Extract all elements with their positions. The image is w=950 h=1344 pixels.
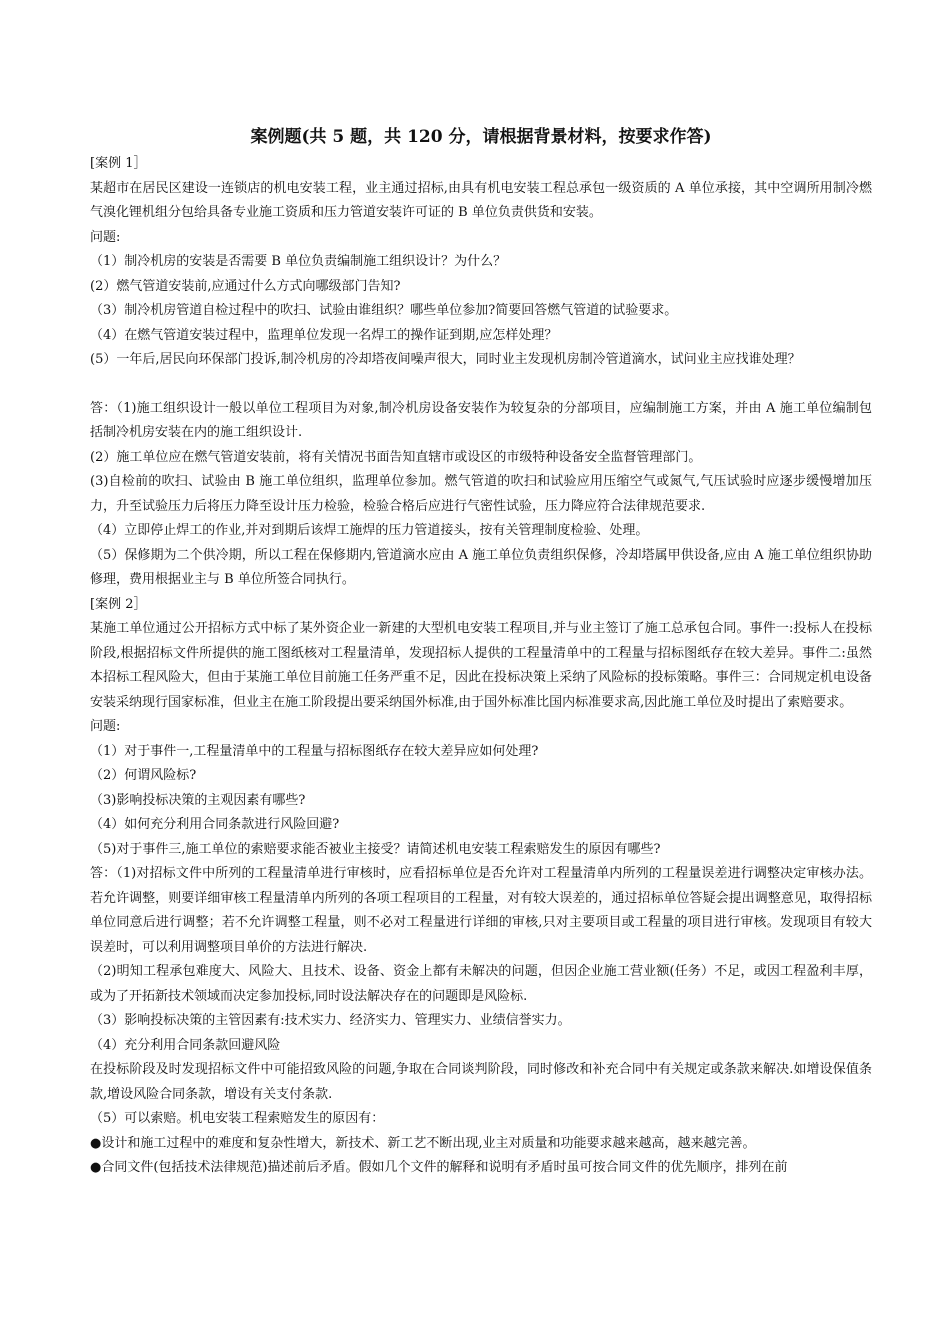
case-1-answer: （4）立即停止焊工的作业,并对到期后该焊工施焊的压力管道接头，按有关管理制度检验、处理。 <box>90 523 649 538</box>
case-2-answer: ●设计和施工过程中的难度和复杂性增大，新技术、新工艺不断出现,业主对质量和功能要求越来越高，越来越完善。 <box>90 1135 756 1151</box>
case-2-answer: （3）影响投标决策的主管因素有:技术实力、经济实力、管理实力、业绩信誉实力。 <box>90 1013 571 1028</box>
case-1-question: （3）制冷机房管道自检过程中的吹扫、试验由谁组织？哪些单位参加?简要回答燃气管道的试验要求。 <box>90 303 678 318</box>
document-page <box>90 124 872 1181</box>
case-1-questions-label: 问题: <box>90 229 121 245</box>
case-2-answer: 在投标阶段及时发现招标文件中可能招致风险的问题,争取在合同谈判阶段，同时修改和补充合同中有关规定或条款来解决.如增设保值条款,增设风险合同条款，增设有关支付条款. <box>90 1062 872 1102</box>
case-1-question: (2）燃气管道安装前,应通过什么方式向哪级部门告知? <box>90 278 401 294</box>
case-1-question: (5）一年后,居民向环保部门投诉,制冷机房的冷却塔夜间噪声很大，同时业主发现机房制冷管道滴水，试问业主应找谁处理？ <box>90 352 801 367</box>
case-2-question: （3)影响投标决策的主观因素有哪些? <box>90 792 306 808</box>
case-2-answer: （5）可以索赔。机电安装工程索赔发生的原因有： <box>90 1111 385 1126</box>
case-2-question: （1）对于事件一,工程量清单中的工程量与招标图纸存在较大差异应如何处理? <box>90 743 539 759</box>
case-2-background: 某施工单位通过公开招标方式中标了某外资企业一新建的大型机电安装工程项目,并与业主签订了施工总承包合同。事件一:投标人在投标阶段,根据招标文件所提供的施工图纸核对工程量清单，发现招标人提供的工程量清单中的工程量与招标图纸存在较大差异。事件二:虽然本招标工程风险大，但由于某施工单位目前施工任务严重不足，因此在投标决策上采纳了风险标的投标策略。事件三：合同规定机电设备安装采纳现行国家标准，但业主在施工阶段提出要采纳国外标准,由于国外标准比国内标准要求高,因此施工单位及时提出了索赔要求。 <box>90 621 872 710</box>
case-2-answer: 答：（1)对招标文件中所列的工程量清单进行审核时，应看招标单位是否允许对工程量清单内所列的工程量误差进行调整决定审核办法。若允许调整，则要详细审核工程量清单内所列的各项工程项目的工程量，对有较大误差的，通过招标单位答疑会提出调整意见，取得招标单位同意后进行调整；若不允许调整工程量，则不必对工程量进行详细的审核,只对主要项目或工程量的项目进行审核。发现项目有较大误差时，可以利用调整项目单价的方法进行解决. <box>90 866 872 955</box>
case-2-answer: （4）充分利用合同条款回避风险 <box>90 1037 281 1053</box>
case-2-answer: ●合同文件(包括技术法律规范)描述前后矛盾。假如几个文件的解释和说明有矛盾时虽可按合同文件的优先顺序，排列在前 <box>90 1160 788 1175</box>
case-1-question: （1）制冷机房的安装是否需要 B 单位负责编制施工组织设计？为什么？ <box>90 254 507 269</box>
case-1-question: （4）在燃气管道安装过程中，监理单位发现一名焊工的操作证到期,应怎样处理？ <box>90 327 558 343</box>
case-2-section <box>90 593 872 1181</box>
case-2-question: （5)对于事件三,施工单位的索赔要求能否被业主接受？请简述机电安装工程索赔发生的原因有哪些? <box>90 841 661 857</box>
case-1-section <box>90 152 872 593</box>
case-1-background: 某超市在居民区建设一连锁店的机电安装工程，业主通过招标,由具有机电安装工程总承包一级资质的 A 单位承接，其中空调所用制冷燃气溴化锂机组分包给具备专业施工资质和压力管道安装许可证的 B 单位负责供货和安装。 <box>90 180 872 220</box>
case-2-question: （4）如何充分利用合同条款进行风险回避? <box>90 817 340 832</box>
paragraph-gap <box>90 373 872 397</box>
case-2-answer: （2)明知工程承包难度大、风险大、且技术、设备、资金上都有未解决的问题，但因企业施工营业额(任务）不足，或因工程盈利丰厚，或为了开拓新技术领域而决定参加投标,同时设法解决存在的问题即是风险标. <box>90 964 872 1004</box>
case-2-questions-label: 问题: <box>90 719 121 734</box>
case-2-question: （2）何谓风险标? <box>90 768 197 783</box>
document-title: 案例题(共 5 题，共 120 分，请根据背景材料，按要求作答) <box>250 127 712 147</box>
case-1-answer: (2）施工单位应在燃气管道安装前，将有关情况书面告知直辖市或设区的市级特种设备安全监督管理部门。 <box>90 449 702 465</box>
case-1-answer: (3)自检前的吹扫、试验由 B 施工单位组织，监理单位参加。燃气管道的吹扫和试验应用压缩空气或氮气,气压试验时应逐步缓慢增加压力，升至试验压力后将压力降至设计压力检验，检验合格后应进行气密性试验，压力降应符合法律规范要求. <box>90 474 872 514</box>
case-1-answer: （5）保修期为二个供冷期，所以工程在保修期内,管道滴水应由 A 施工单位负责组织保修，冷却塔属甲供设备,应由 A 施工单位组织协助修理，费用根据业主与 B 单位所签合同执行。 <box>90 547 872 587</box>
case-1-heading: [案例 1］ <box>90 156 147 171</box>
case-1-answer: 答：（1)施工组织设计一般以单位工程项目为对象,制冷机房设备安装作为较复杂的分部项目，应编制施工方案，并由 A 施工单位编制包括制冷机房安装在内的施工组织设计. <box>90 400 872 440</box>
case-2-heading: [案例 2］ <box>90 596 147 612</box>
